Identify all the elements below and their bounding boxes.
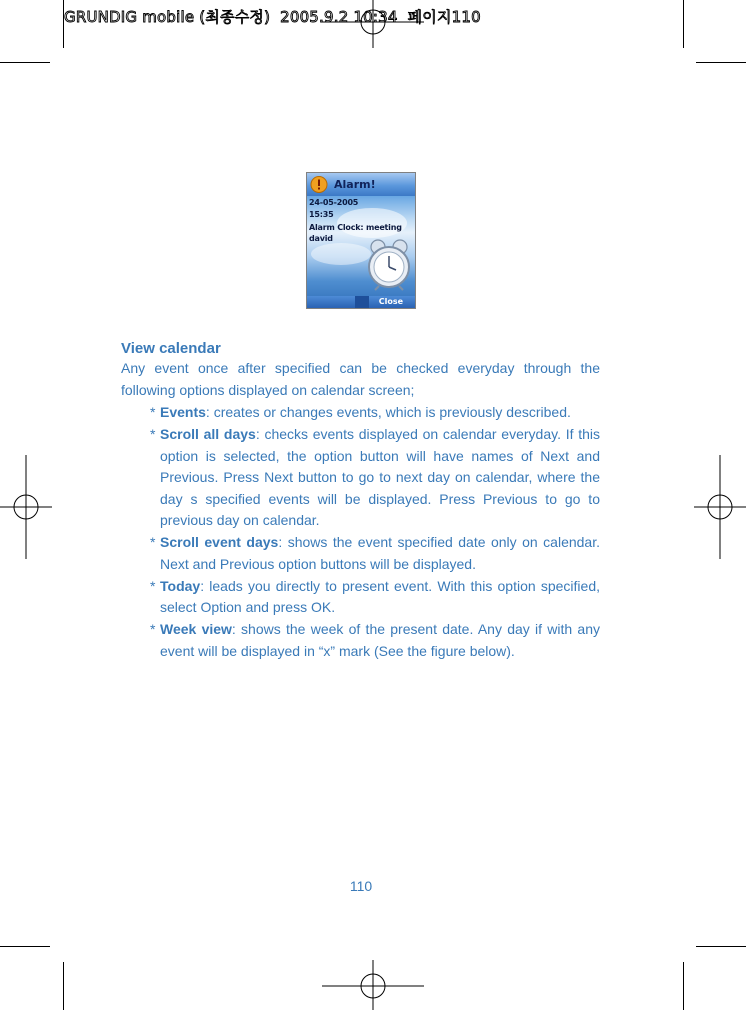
phone-softkey-left-block [355,296,369,308]
bullet-mark: * [150,578,156,594]
section-title: View calendar [121,340,221,357]
crop-mark [0,946,50,947]
alarm-clock-icon [365,239,413,291]
events-term: Events [160,404,206,420]
cloud-decoration [311,243,371,265]
page-number: 110 [349,878,373,894]
today-text: : leads you directly to present event. With this option specified, [200,578,600,594]
registration-mark-icon [0,455,52,559]
registration-mark-icon [694,455,746,559]
header-brand: GRUNDIG mobile [64,8,195,26]
bullet-mark: * [150,426,156,442]
scroll-event-term: Scroll event days [160,534,279,550]
scroll-all-line-2: option is selected, the option button will have names of Next and [160,448,600,464]
scroll-all-line-1 [160,424,600,446]
events-item [160,402,600,424]
phone-alarm-screen [306,172,416,309]
week-view-line-2: event will be displayed in “x” mark (See the figure below). [160,643,515,659]
header-page-label: 페이지110 [407,8,481,26]
crop-mark [683,962,684,1010]
bullet-mark: * [150,621,156,637]
phone-title-bar [307,173,415,196]
phone-alarm-message-cont: david [309,234,333,243]
scroll-event-text: : shows the event specified date only on calendar. [278,534,600,550]
crop-mark [63,962,64,1010]
header-korean-note: (최종수정) [199,8,271,26]
today-line-1 [160,576,600,598]
phone-alarm-message: Alarm Clock: meeting [309,223,402,232]
phone-alarm-time: 15:35 [309,210,334,219]
close-button[interactable]: Close [378,297,403,306]
phone-alarm-date: 24-05-2005 [309,198,359,207]
intro-line-2: following options displayed on calendar screen; [121,382,415,398]
phone-softkey-bar [307,296,415,308]
scroll-all-text: : checks events displayed on calendar everyday. If this [255,426,600,442]
phone-title: Alarm! [334,178,376,191]
bullet-mark: * [150,534,156,550]
intro-line-1: Any event once after specified can be checked everyday through the [121,360,600,376]
crop-mark [683,0,684,48]
scroll-event-line-2: Next and Previous option buttons will be displayed. [160,556,476,572]
registration-mark-icon [322,958,424,1010]
crop-mark [0,62,50,63]
scroll-all-term: Scroll all days [160,426,256,442]
today-line-2: select Option and press OK. [160,599,336,615]
scroll-all-line-4: day s specified events will be displayed. Press Previous to go to [160,491,600,507]
bullet-mark: * [150,404,156,420]
scroll-all-line-5: previous day on calendar. [160,512,320,528]
scroll-all-line-3: Previous. Press Next button to go to next day on calendar, where the [160,469,600,485]
warning-icon [310,176,328,193]
crop-mark [63,0,64,48]
registration-mark-icon [322,0,424,50]
week-view-line-1 [160,619,600,641]
crop-mark [696,946,746,947]
today-term: Today [160,578,201,594]
week-view-term: Week view [160,621,232,637]
crop-mark [696,62,746,63]
header-date: 2005.9.2 10:34 [280,8,398,26]
events-text: : creates or changes events, which is previously described. [205,404,571,420]
scroll-event-line-1 [160,532,600,554]
week-view-text: : shows the week of the present date. Any day if with any [231,621,600,637]
